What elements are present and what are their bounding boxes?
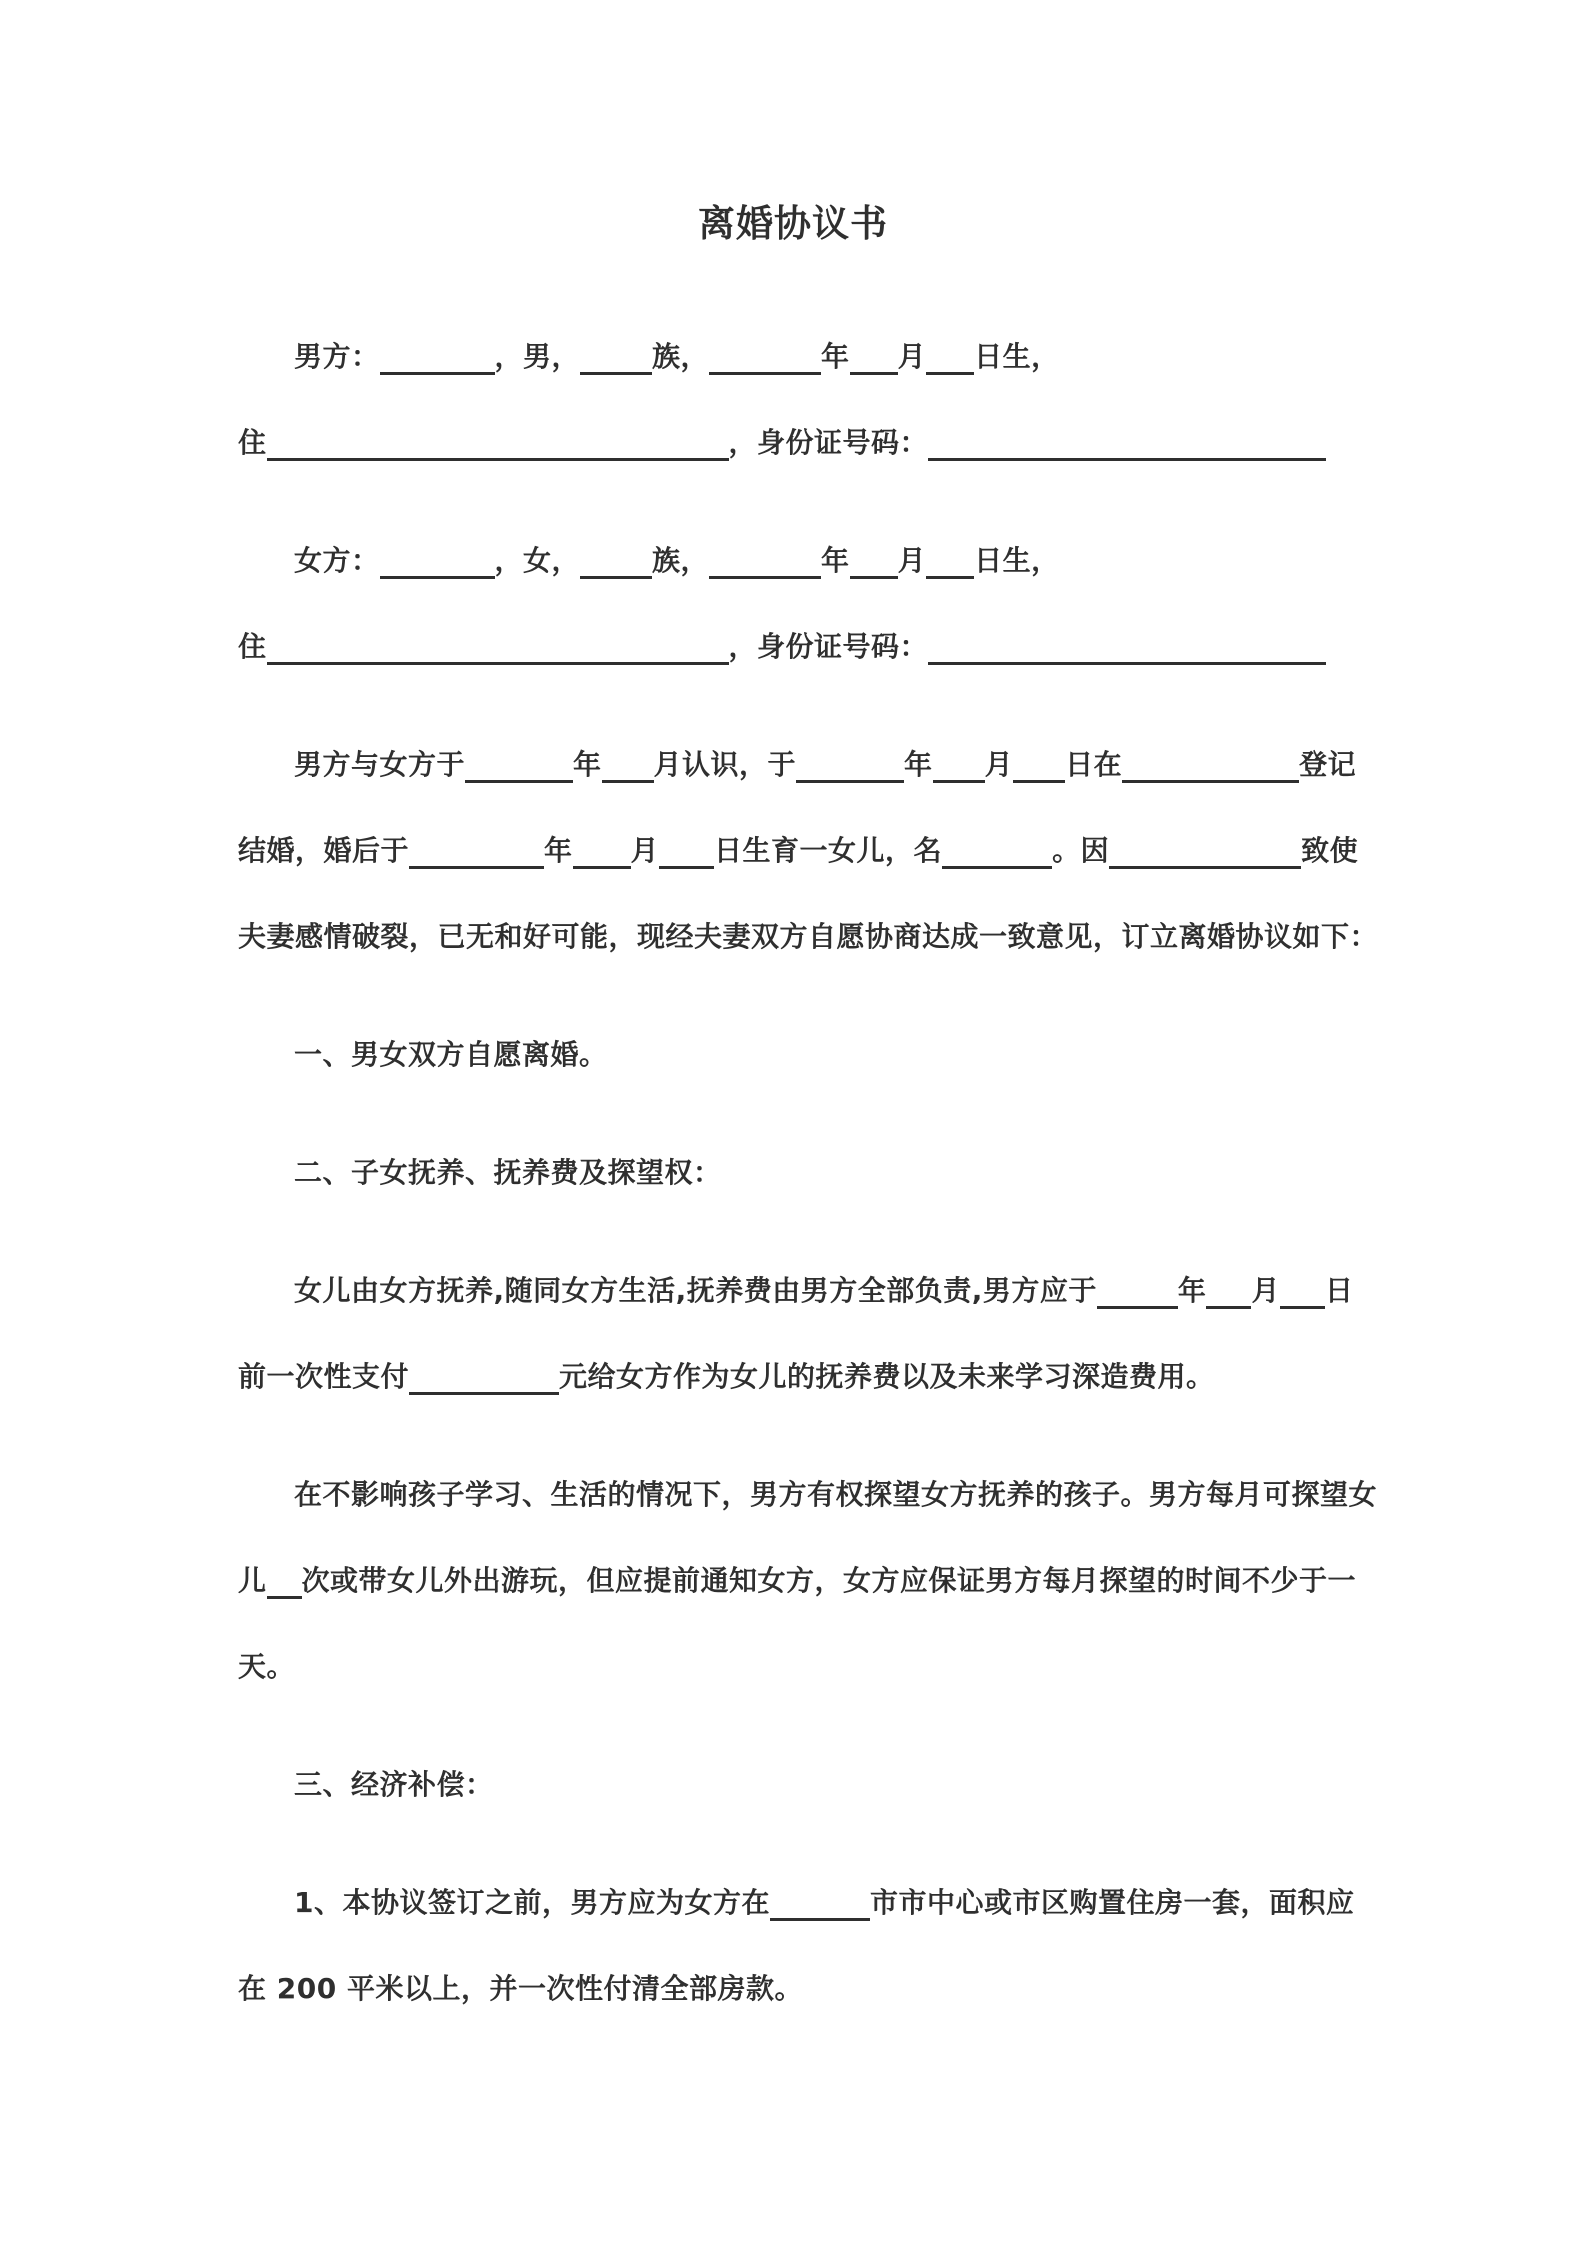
text-run: 年 (1177, 1274, 1207, 1307)
text-run: 年 (821, 544, 850, 577)
blank-field (380, 366, 495, 375)
text-line (238, 894, 1379, 980)
text-run: 结婚，婚后于 (238, 834, 410, 867)
blank-field (409, 860, 544, 869)
text-line (238, 808, 1359, 894)
text-run: ，男， (494, 340, 581, 373)
blank-field (465, 774, 573, 783)
paragraph (238, 1742, 1348, 1828)
text-line (238, 722, 1357, 808)
text-run: 族， (652, 544, 710, 577)
text-run: 日生育一女儿，名 (714, 834, 943, 867)
text-run: 前一次性支付 (238, 1360, 410, 1393)
blank-field (1013, 774, 1065, 783)
blank-field (267, 1590, 302, 1599)
text-line (238, 1334, 1348, 1420)
text-run: 在 200 平米以上，并一次性付清全部房款。 (238, 1972, 803, 2005)
text-run: 月 (1251, 1274, 1280, 1307)
blank-field (1280, 1300, 1325, 1309)
text-run: 三、经济补偿： (294, 1768, 494, 1801)
paragraph (238, 722, 1379, 980)
text-line (238, 518, 1348, 604)
text-line (238, 1130, 1348, 1216)
paragraph (238, 518, 1348, 690)
text-line (238, 1946, 1348, 2032)
document-body (238, 314, 1379, 2032)
text-line (238, 1248, 1354, 1334)
text-run: 年 (573, 748, 602, 781)
text-run: 年 (904, 748, 933, 781)
text-line (238, 1742, 1348, 1828)
text-run: 族， (652, 340, 710, 373)
text-run: 日生， (974, 340, 1060, 373)
blank-field (926, 570, 974, 579)
text-run: 男方： (294, 340, 380, 373)
text-run: 夫妻感情破裂，已无和好可能，现经夫妻双方自愿协商达成一致意见，订立离婚协议如下： (238, 920, 1379, 953)
text-run: 二、子女抚养、抚养费及探望权： (294, 1156, 722, 1189)
text-run: 儿 (238, 1564, 267, 1597)
text-run: 在不影响孩子学习、生活的情况下，男方有权探望女方抚养的孩子。男方每月可探望女 (294, 1478, 1378, 1511)
text-line (238, 1538, 1357, 1624)
text-run: 住 (238, 426, 267, 459)
text-run: 女儿由女方抚养,随同女方生活,抚养费由男方全部负责,男方应于 (294, 1274, 1097, 1307)
text-run: 月 (897, 544, 927, 577)
text-line (238, 400, 1348, 486)
blank-field (602, 774, 654, 783)
paragraph (238, 314, 1348, 486)
text-run: 1、本协议签订之前，男方应为女方在 (294, 1886, 770, 1919)
text-run: 男方与女方于 (294, 748, 466, 781)
document-content (238, 0, 1379, 2032)
blank-field (1122, 774, 1299, 783)
blank-field (380, 570, 495, 579)
text-run: 年 (544, 834, 573, 867)
blank-field (709, 366, 821, 375)
text-run: 一、男女双方自愿离婚。 (294, 1038, 608, 1071)
text-run: 住 (238, 630, 267, 663)
blank-field (850, 366, 898, 375)
text-run: 。因 (1052, 834, 1110, 867)
text-run: ，身份证号码： (728, 426, 929, 459)
paragraph (238, 1012, 1348, 1098)
text-run: 月 (984, 748, 1014, 781)
text-run: 年 (821, 340, 850, 373)
text-line (238, 1860, 1355, 1946)
blank-field (926, 366, 974, 375)
blank-field (580, 570, 652, 579)
paragraph (238, 1860, 1355, 2032)
blank-field (409, 1386, 559, 1395)
text-line (238, 314, 1348, 400)
blank-field (928, 656, 1326, 665)
text-run: 月认识，于 (653, 748, 797, 781)
text-run: 女方： (294, 544, 380, 577)
paragraph (238, 1248, 1354, 1420)
blank-field (850, 570, 898, 579)
text-line (238, 1624, 1348, 1710)
text-run: 月 (897, 340, 927, 373)
document-title: 离婚协议书 (698, 202, 888, 245)
text-run: 登记 (1299, 748, 1357, 781)
text-run: 日 (1324, 1274, 1354, 1307)
text-run: 元给女方作为女儿的抚养费以及未来学习深造费用。 (559, 1360, 1215, 1393)
blank-field (580, 366, 652, 375)
blank-field (709, 570, 821, 579)
text-run: 月 (630, 834, 660, 867)
text-run: 致使 (1301, 834, 1359, 867)
text-line (238, 1452, 1378, 1538)
text-run: 天。 (238, 1650, 296, 1683)
blank-field (928, 452, 1326, 461)
blank-field (659, 860, 714, 869)
text-run: ，女， (494, 544, 581, 577)
text-run: 日生， (974, 544, 1060, 577)
text-line (238, 1012, 1348, 1098)
blank-field (573, 860, 631, 869)
text-run: ，身份证号码： (728, 630, 929, 663)
paragraph (238, 1452, 1378, 1710)
text-run: 日在 (1065, 748, 1123, 781)
blank-field (1109, 860, 1301, 869)
blank-field (933, 774, 985, 783)
blank-field (796, 774, 904, 783)
text-run: 市市中心或市区购置住房一套，面积应 (869, 1886, 1355, 1919)
text-run: 次或带女儿外出游玩，但应提前通知女方，女方应保证男方每月探望的时间不少于一 (301, 1564, 1357, 1597)
blank-field (1206, 1300, 1251, 1309)
blank-field (267, 656, 729, 665)
paragraph (238, 1130, 1348, 1216)
blank-field (267, 452, 729, 461)
blank-field (1097, 1300, 1178, 1309)
text-line (238, 604, 1348, 690)
blank-field (942, 860, 1052, 869)
blank-field (770, 1912, 870, 1921)
